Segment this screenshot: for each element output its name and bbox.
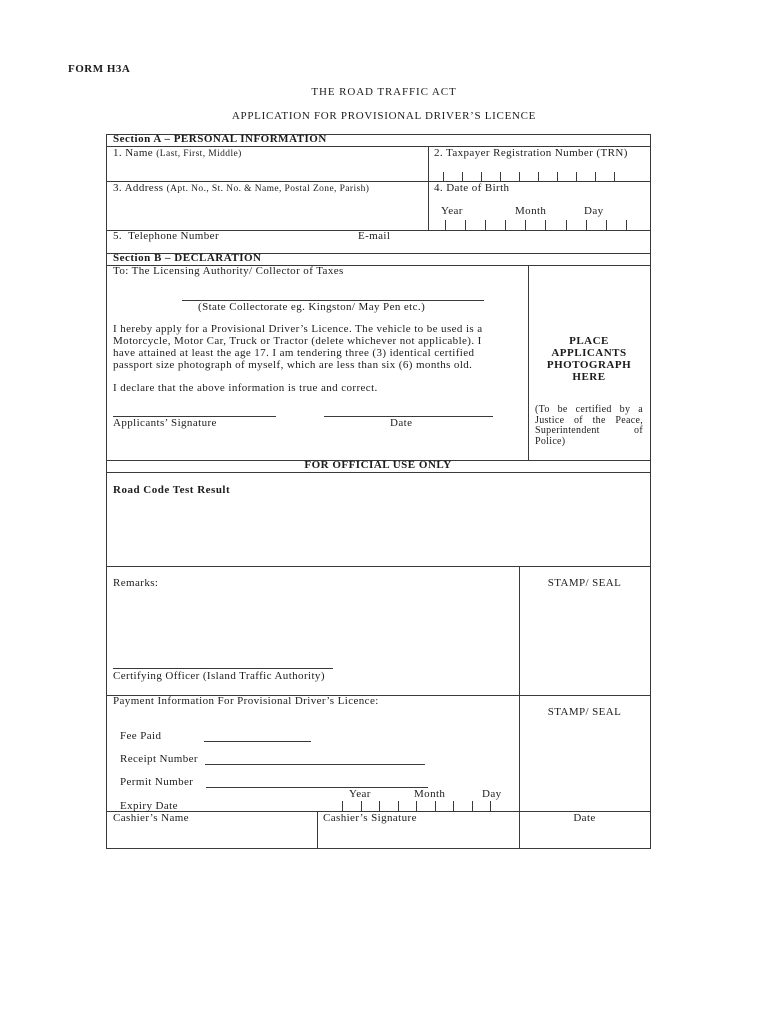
fee-paid-blank <box>204 741 311 742</box>
trn-digit-divider <box>519 172 520 181</box>
expiry-month-label: Month <box>414 788 446 800</box>
trn-digit-divider <box>595 172 596 181</box>
receipt-number-blank <box>205 764 425 765</box>
photo-placeholder-line: HERE <box>572 371 606 383</box>
dob-digit-divider <box>465 220 466 230</box>
section-a-heading: Section A – PERSONAL INFORMATION <box>113 133 327 145</box>
expiry-date-label: Expiry Date <box>120 800 178 812</box>
table-border-left <box>106 134 107 848</box>
road-code-label: Road Code Test Result <box>113 484 231 496</box>
trn-digit-divider <box>538 172 539 181</box>
cashier-column-divider <box>317 811 318 848</box>
expiry-digit-divider <box>379 801 380 811</box>
form-code: FORM H3A <box>68 63 131 75</box>
dob-label: 4. Date of Birth <box>434 182 510 194</box>
dob-digit-divider <box>485 220 486 230</box>
stamp-seal-label: STAMP/ SEAL <box>547 577 622 589</box>
expiry-digit-divider <box>361 801 362 811</box>
certification-line: Superintendent of <box>535 425 643 437</box>
dob-day-label: Day <box>584 205 604 217</box>
act-title: THE ROAD TRAFFIC ACT <box>311 86 457 98</box>
table-rule-bottom <box>106 848 651 849</box>
trn-digit-divider <box>576 172 577 181</box>
trn-label: 2. Taxpayer Registration Number (TRN) <box>434 147 628 159</box>
table-rule <box>106 472 651 473</box>
certifying-officer-blank <box>113 668 333 669</box>
photo-certification-note <box>535 405 643 448</box>
trn-digit-divider <box>500 172 501 181</box>
cashier-name-label: Cashier’s Name <box>113 812 189 824</box>
name-label: 1. Name <box>113 147 157 159</box>
collectorate-hint: (State Collectorate eg. Kingston/ May Pen etc.) <box>198 301 426 313</box>
expiry-digit-divider <box>416 801 417 811</box>
declaration-statement: I declare that the above information is true and correct. <box>113 382 378 394</box>
dob-digit-divider <box>586 220 587 230</box>
dob-digit-divider <box>525 220 526 230</box>
dob-digit-divider <box>626 220 627 230</box>
photo-placeholder-line: PHOTOGRAPH <box>546 359 632 371</box>
address-label: 3. Address <box>113 182 167 194</box>
trn-digit-divider <box>462 172 463 181</box>
telephone-label: 5. Telephone Number <box>113 230 220 242</box>
payment-stamp-seal-label: STAMP/ SEAL <box>547 706 622 718</box>
dob-digit-divider <box>445 220 446 230</box>
expiry-digit-divider <box>490 801 491 811</box>
certification-line: Police) <box>535 436 566 448</box>
dob-digit-divider <box>505 220 506 230</box>
remarks-label: Remarks: <box>113 577 159 589</box>
photo-placeholder-line: APPLICANTS <box>551 347 627 359</box>
photo-placeholder-line: PLACE <box>569 335 609 347</box>
certification-line: (To be certified by a <box>535 404 643 415</box>
trn-digit-divider <box>443 172 444 181</box>
trn-digit-divider <box>614 172 615 181</box>
permit-number-blank <box>206 787 428 788</box>
declaration-date-label: Date <box>390 417 413 429</box>
expiry-year-label: Year <box>349 788 371 800</box>
application-text-line: have attained at least the age 17. I am tendering three (3) identical certified <box>113 347 475 359</box>
expiry-digit-divider <box>398 801 399 811</box>
address-hint: (Apt. No., St. No. & Name, Postal Zone, Parish) <box>166 184 370 194</box>
trn-digit-divider <box>481 172 482 181</box>
cashier-date-label: Date <box>573 812 596 824</box>
dob-digit-divider <box>545 220 546 230</box>
official-use-heading: FOR OFFICIAL USE ONLY <box>304 459 452 471</box>
dob-year-label: Year <box>441 205 463 217</box>
trn-digit-divider <box>557 172 558 181</box>
certification-line: Justice of the Peace, <box>535 414 643 426</box>
expiry-digit-divider <box>472 801 473 811</box>
dob-digit-divider <box>566 220 567 230</box>
section-b-heading: Section B – DECLARATION <box>113 252 262 264</box>
name-field-label <box>113 147 242 161</box>
expiry-day-label: Day <box>482 788 502 800</box>
application-text-line: Motorcycle, Motor Car, Truck or Tractor (delete whichever not applicable). I <box>113 335 482 347</box>
table-border-right <box>650 134 651 848</box>
cashier-signature-label: Cashier’s Signature <box>323 812 417 824</box>
permit-number-label: Permit Number <box>120 776 194 788</box>
receipt-number-label: Receipt Number <box>120 753 198 765</box>
fee-paid-label: Fee Paid <box>120 730 162 742</box>
expiry-digit-divider <box>453 801 454 811</box>
name-hint: (Last, First, Middle) <box>156 149 242 159</box>
email-label: E-mail <box>358 230 391 242</box>
table-rule <box>106 566 651 567</box>
dob-digit-divider <box>606 220 607 230</box>
certifying-officer-label: Certifying Officer (Island Traffic Authority) <box>113 670 325 682</box>
applicant-signature-label: Applicants’ Signature <box>113 417 217 429</box>
dob-month-label: Month <box>515 205 547 217</box>
addressee-line: To: The Licensing Authority/ Collector of Taxes <box>113 265 344 277</box>
expiry-digit-divider <box>342 801 343 811</box>
column-divider <box>428 146 429 230</box>
photo-placeholder <box>528 335 650 383</box>
address-field-label <box>113 182 369 196</box>
expiry-digit-divider <box>435 801 436 811</box>
application-text-line: I hereby apply for a Provisional Driver’s Licence. The vehicle to be used is a <box>113 323 483 335</box>
form-title: APPLICATION FOR PROVISIONAL DRIVER’S LICENCE <box>231 110 537 122</box>
payment-heading: Payment Information For Provisional Driver’s Licence: <box>113 695 379 707</box>
application-text-line: passport size photograph of myself, which are less than six (6) months old. <box>113 359 473 371</box>
